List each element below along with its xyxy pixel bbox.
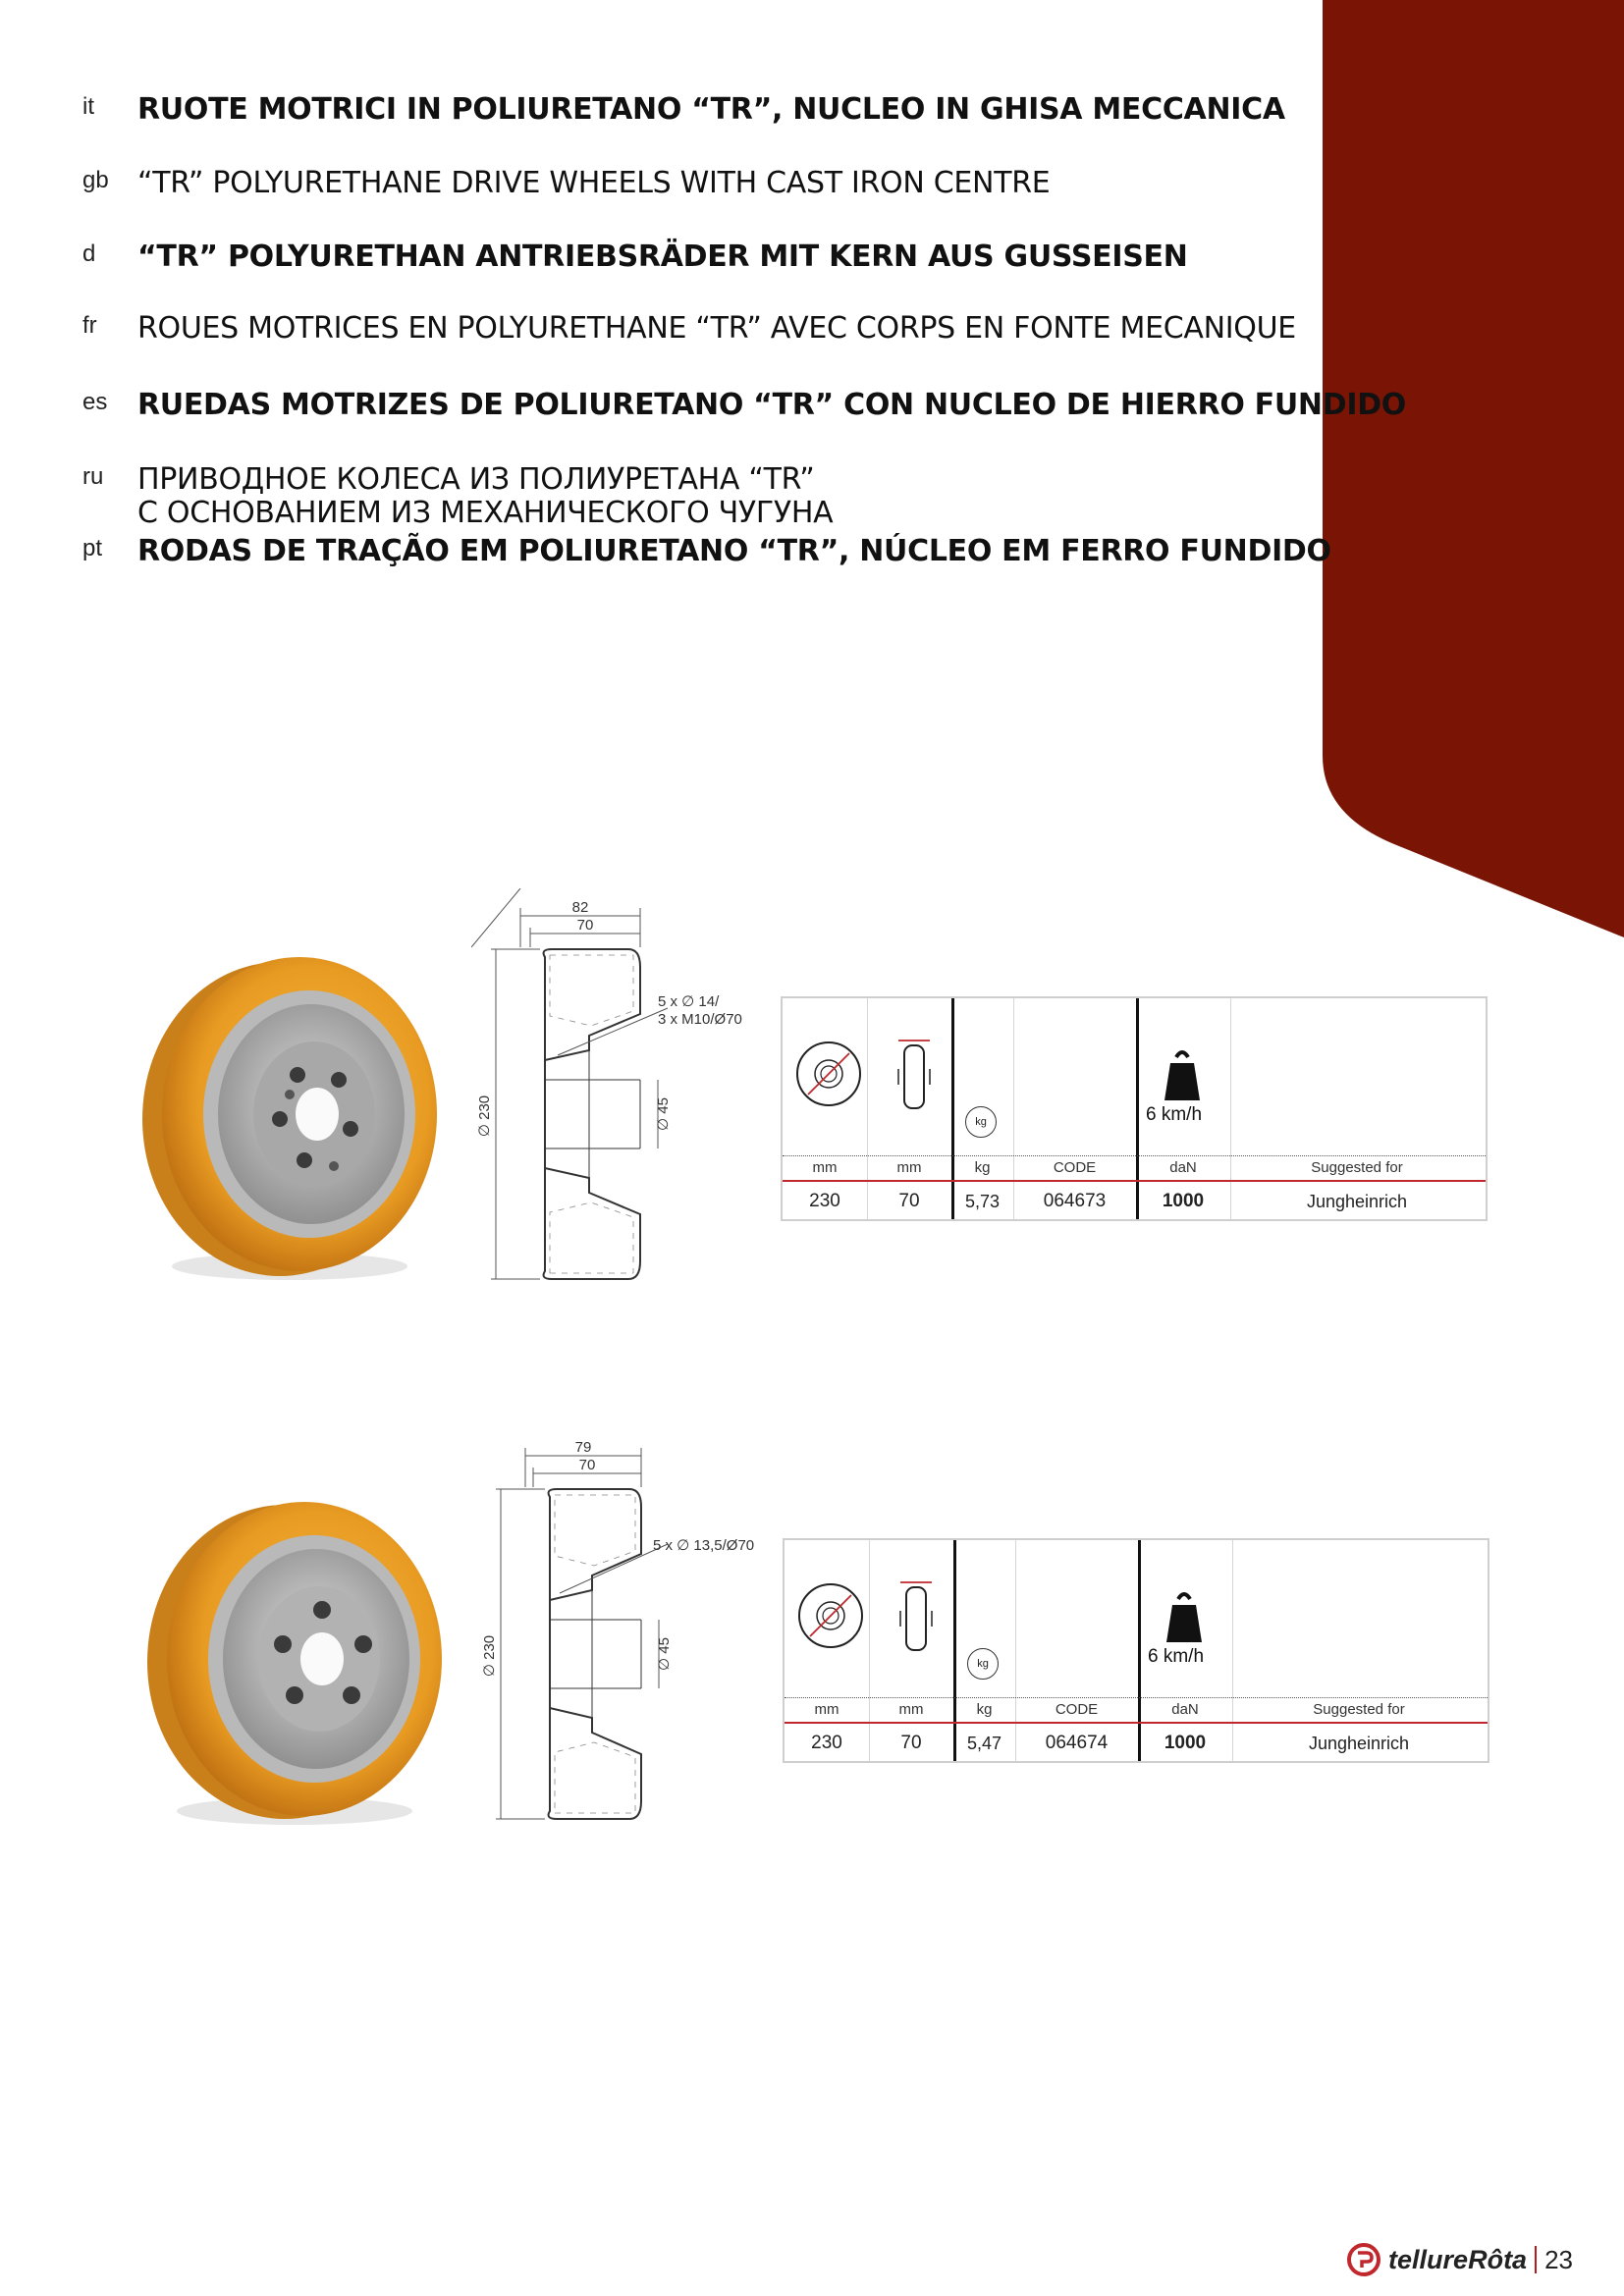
footer-separator bbox=[1535, 2246, 1537, 2273]
spec-table bbox=[781, 996, 1488, 1221]
col-header-diameter: mm bbox=[814, 1701, 839, 1718]
title-text: ROUES MOTRICES EN POLYURETHANE “TR” AVEC CORPS EN FONTE MECANIQUE bbox=[137, 311, 1296, 346]
dim-hub: ∅ 45 bbox=[656, 1637, 673, 1671]
load-weight-icon bbox=[1163, 1589, 1206, 1644]
dim-width-total: 82 bbox=[571, 899, 589, 916]
lang-code: ru bbox=[82, 463, 104, 490]
wheel-photo bbox=[137, 1487, 461, 1841]
dim-width-tread: 70 bbox=[576, 917, 594, 934]
diameter-icon bbox=[794, 1579, 867, 1652]
load-weight-icon bbox=[1161, 1047, 1204, 1102]
title-row-pt bbox=[82, 535, 1331, 568]
technical-drawing bbox=[471, 888, 776, 1301]
title-text: RUEDAS MOTRIZES DE POLIURETANO “TR” CON NUCLEO DE HIERRO FUNDIDO bbox=[137, 388, 1407, 422]
lang-code: it bbox=[82, 93, 94, 120]
lang-code: es bbox=[82, 389, 108, 415]
brand-name: tellureRôta bbox=[1388, 2244, 1528, 2274]
dim-holes-2: 3 x M10/Ø70 bbox=[658, 1011, 742, 1028]
speed-label: 6 km/h bbox=[1146, 1104, 1203, 1125]
cell-load: 1000 bbox=[1162, 1191, 1205, 1211]
cell-width: 70 bbox=[898, 1191, 920, 1211]
title-text-line2: С ОСНОВАНИЕМ ИЗ МЕХАНИЧЕСКОГО ЧУГУНА bbox=[137, 496, 834, 530]
cell-suggested: Jungheinrich bbox=[1306, 1192, 1408, 1211]
page-footer bbox=[1347, 2243, 1573, 2276]
diameter-icon bbox=[792, 1038, 865, 1110]
dim-width-tread: 70 bbox=[578, 1457, 596, 1473]
col-header-width: mm bbox=[898, 1701, 924, 1718]
cell-code: 064673 bbox=[1043, 1191, 1107, 1211]
dim-holes-1: 5 x ∅ 13,5/Ø70 bbox=[653, 1537, 755, 1554]
weight-icon bbox=[965, 1106, 997, 1138]
cell-diameter: 230 bbox=[809, 1191, 840, 1211]
col-header-width: mm bbox=[896, 1159, 922, 1176]
width-icon bbox=[894, 1577, 938, 1656]
col-header-weight: kg bbox=[976, 1701, 993, 1718]
lang-code: gb bbox=[82, 167, 109, 193]
dim-diameter: ∅ 230 bbox=[481, 1634, 498, 1678]
weight-icon bbox=[967, 1648, 999, 1680]
title-text: “TR” POLYURETHANE DRIVE WHEELS WITH CAST IRON CENTRE bbox=[137, 166, 1051, 200]
title-row-it bbox=[82, 93, 1285, 127]
col-header-suggested: Suggested for bbox=[1311, 1159, 1403, 1176]
cell-code: 064674 bbox=[1045, 1733, 1109, 1753]
wheel-photo bbox=[133, 942, 457, 1296]
col-header-suggested: Suggested for bbox=[1313, 1701, 1405, 1718]
technical-drawing bbox=[476, 1428, 781, 1841]
brand-logo-icon bbox=[1347, 2243, 1380, 2276]
cell-weight: 5,73 bbox=[964, 1192, 1001, 1211]
width-icon bbox=[893, 1036, 936, 1114]
title-row-gb bbox=[82, 167, 1050, 200]
title-text: “TR” POLYURETHAN ANTRIEBSRÄDER MIT KERN AUS GUSSEISEN bbox=[137, 240, 1188, 274]
cell-diameter: 230 bbox=[811, 1733, 842, 1753]
cell-suggested: Jungheinrich bbox=[1308, 1734, 1410, 1753]
col-header-diameter: mm bbox=[812, 1159, 838, 1176]
lang-code: fr bbox=[82, 312, 97, 339]
speed-label: 6 km/h bbox=[1148, 1646, 1205, 1667]
weight-icon-label: kg bbox=[975, 1116, 987, 1128]
page-number: 23 bbox=[1544, 2244, 1573, 2274]
dim-width-total: 79 bbox=[574, 1439, 592, 1456]
title-text: RODAS DE TRAÇÃO EM POLIURETANO “TR”, NÚCLEO EM FERRO FUNDIDO bbox=[137, 534, 1331, 568]
title-row-fr bbox=[82, 312, 1296, 346]
cell-width: 70 bbox=[900, 1733, 922, 1753]
title-text: RUOTE MOTRICI IN POLIURETANO “TR”, NUCLEO IN GHISA MECCANICA bbox=[137, 92, 1285, 127]
title-row-ru bbox=[82, 463, 833, 530]
col-header-code: CODE bbox=[1055, 1701, 1099, 1718]
spec-table bbox=[783, 1538, 1489, 1763]
cell-weight: 5,47 bbox=[966, 1734, 1002, 1753]
dim-hub: ∅ 45 bbox=[655, 1097, 672, 1131]
title-text: ПРИВОДНОЕ КОЛЕСА ИЗ ПОЛИУРЕТАНА “TR” bbox=[137, 462, 815, 497]
title-row-es bbox=[82, 389, 1406, 422]
weight-icon-label: kg bbox=[977, 1658, 989, 1670]
lang-code: d bbox=[82, 240, 96, 267]
cell-load: 1000 bbox=[1164, 1733, 1207, 1753]
dim-holes-1: 5 x ∅ 14/ bbox=[658, 993, 720, 1010]
col-header-code: CODE bbox=[1053, 1159, 1097, 1176]
col-header-weight: kg bbox=[974, 1159, 991, 1176]
col-header-load: daN bbox=[1171, 1701, 1199, 1718]
title-row-d bbox=[82, 240, 1188, 274]
dim-diameter: ∅ 230 bbox=[476, 1095, 493, 1138]
col-header-load: daN bbox=[1169, 1159, 1197, 1176]
lang-code: pt bbox=[82, 535, 103, 561]
